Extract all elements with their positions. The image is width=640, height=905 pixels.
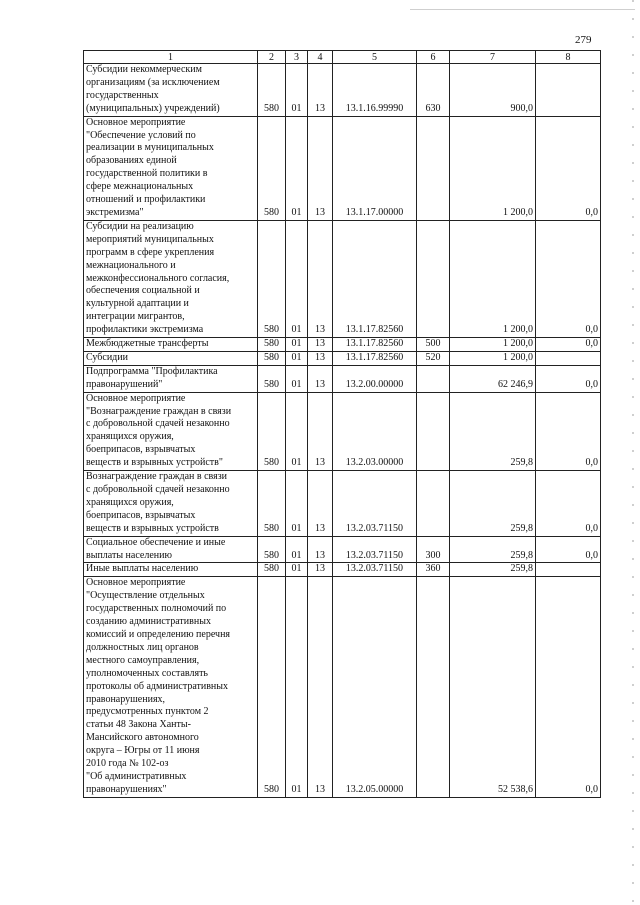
- table-row: [84, 392, 601, 470]
- row-expense-type-cell: [417, 116, 450, 220]
- row-code-cell: 580: [258, 116, 286, 220]
- row-code-cell: 580: [258, 351, 286, 365]
- row-code-cell: 580: [258, 536, 286, 563]
- row-expense-type-cell: [417, 471, 450, 537]
- row-expense-type-cell: 360: [417, 563, 450, 577]
- row-subsection-cell: 13: [308, 536, 333, 563]
- row-amount-cell: 1 200,0: [450, 220, 536, 337]
- row-amount-cell: 259,8: [450, 471, 536, 537]
- row-target-article-cell: 13.1.17.82560: [333, 338, 417, 352]
- table-row: [84, 64, 601, 117]
- row-section-cell: 01: [286, 220, 308, 337]
- row-subsection-cell: 13: [308, 471, 333, 537]
- page-number: 279: [575, 34, 592, 46]
- header-cell: 8: [536, 51, 601, 64]
- row-section-cell: 01: [286, 563, 308, 577]
- row-section-cell: 01: [286, 365, 308, 392]
- row-name-cell: Субсидии некоммерческим организациям (за исключением государственных (муниципальных) учреждений): [84, 64, 258, 117]
- row-amount-2-cell: 0,0: [536, 220, 601, 337]
- row-code-cell: 580: [258, 64, 286, 117]
- row-section-cell: 01: [286, 471, 308, 537]
- row-amount-cell: 1 200,0: [450, 116, 536, 220]
- row-target-article-cell: 13.2.03.71150: [333, 563, 417, 577]
- row-code-cell: 580: [258, 577, 286, 797]
- row-amount-2-cell: [536, 563, 601, 577]
- row-expense-type-cell: [417, 392, 450, 470]
- header-cell: 4: [308, 51, 333, 64]
- header-cell: 1: [84, 51, 258, 64]
- budget-table: [83, 50, 601, 798]
- row-expense-type-cell: 520: [417, 351, 450, 365]
- row-amount-2-cell: 0,0: [536, 536, 601, 563]
- row-amount-2-cell: 0,0: [536, 471, 601, 537]
- table-row: [84, 365, 601, 392]
- header-cell: 6: [417, 51, 450, 64]
- row-name-cell: Основное мероприятие "Обеспечение условий по реализации в муниципальных образованиях единой государственной политики в сфере межнациональных отношений и профилактики экстремизма": [84, 116, 258, 220]
- row-subsection-cell: 13: [308, 392, 333, 470]
- row-target-article-cell: 13.2.03.71150: [333, 471, 417, 537]
- row-target-article-cell: 13.1.17.82560: [333, 351, 417, 365]
- header-cell: 5: [333, 51, 417, 64]
- table-row: [84, 116, 601, 220]
- table-row: [84, 338, 601, 352]
- scan-top-line: [410, 9, 635, 10]
- row-amount-cell: 259,8: [450, 392, 536, 470]
- row-amount-cell: 52 538,6: [450, 577, 536, 797]
- header-cell: 3: [286, 51, 308, 64]
- row-subsection-cell: 13: [308, 338, 333, 352]
- row-expense-type-cell: [417, 365, 450, 392]
- row-expense-type-cell: 500: [417, 338, 450, 352]
- row-code-cell: 580: [258, 365, 286, 392]
- row-amount-2-cell: [536, 64, 601, 117]
- row-expense-type-cell: 300: [417, 536, 450, 563]
- row-subsection-cell: 13: [308, 64, 333, 117]
- row-target-article-cell: 13.2.05.00000: [333, 577, 417, 797]
- row-section-cell: 01: [286, 64, 308, 117]
- row-subsection-cell: 13: [308, 365, 333, 392]
- row-section-cell: 01: [286, 116, 308, 220]
- row-target-article-cell: 13.1.17.00000: [333, 116, 417, 220]
- table-row: [84, 471, 601, 537]
- row-name-cell: Субсидии на реализацию мероприятий муниципальных программ в сфере укрепления межнационального и межконфессионального согласия, обеспечения социальной и культурной адаптации и интеграции мигрантов, профилактики экстремизма: [84, 220, 258, 337]
- row-name-cell: Вознаграждение граждан в связи с добровольной сдачей незаконно хранящихся оружия, боеприпасов, взрывчатых веществ и взрывных устройств: [84, 471, 258, 537]
- row-section-cell: 01: [286, 536, 308, 563]
- row-amount-cell: 900,0: [450, 64, 536, 117]
- row-amount-cell: 259,8: [450, 563, 536, 577]
- table-header-row: [84, 51, 601, 64]
- row-code-cell: 580: [258, 471, 286, 537]
- row-subsection-cell: 13: [308, 220, 333, 337]
- row-amount-2-cell: 0,0: [536, 392, 601, 470]
- row-expense-type-cell: 630: [417, 64, 450, 117]
- row-expense-type-cell: [417, 220, 450, 337]
- row-name-cell: Основное мероприятие "Осуществление отдельных государственных полномочий по созданию административных комиссий и определению перечня должностных лиц органов местного самоуправления, уполномоченных составлять протоколы об административных правонарушениях, предусмотренных пунктом 2 статьи 48 Закона Ханты- Мансийского автономного округа – Югры от 11 июня 2010 года № 102-оз "Об административных правонарушениях": [84, 577, 258, 797]
- row-section-cell: 01: [286, 351, 308, 365]
- row-section-cell: 01: [286, 392, 308, 470]
- row-name-cell: Субсидии: [84, 351, 258, 365]
- row-amount-cell: 62 246,9: [450, 365, 536, 392]
- row-name-cell: Основное мероприятие "Вознаграждение граждан в связи с добровольной сдачей незаконно хранящихся оружия, боеприпасов, взрывчатых веществ и взрывных устройств": [84, 392, 258, 470]
- row-section-cell: 01: [286, 577, 308, 797]
- row-amount-cell: 1 200,0: [450, 338, 536, 352]
- row-amount-cell: 1 200,0: [450, 351, 536, 365]
- row-amount-2-cell: [536, 351, 601, 365]
- row-name-cell: Социальное обеспечение и иные выплаты населению: [84, 536, 258, 563]
- scan-edge-marks: [632, 0, 634, 905]
- row-section-cell: 01: [286, 338, 308, 352]
- row-code-cell: 580: [258, 392, 286, 470]
- row-name-cell: Межбюджетные трансферты: [84, 338, 258, 352]
- row-amount-2-cell: 0,0: [536, 365, 601, 392]
- row-amount-2-cell: 0,0: [536, 338, 601, 352]
- row-target-article-cell: 13.1.17.82560: [333, 220, 417, 337]
- row-amount-2-cell: 0,0: [536, 116, 601, 220]
- row-code-cell: 580: [258, 220, 286, 337]
- row-target-article-cell: 13.2.03.71150: [333, 536, 417, 563]
- row-subsection-cell: 13: [308, 116, 333, 220]
- table-row: [84, 536, 601, 563]
- row-target-article-cell: 13.2.00.00000: [333, 365, 417, 392]
- table-row: [84, 351, 601, 365]
- row-subsection-cell: 13: [308, 563, 333, 577]
- row-code-cell: 580: [258, 338, 286, 352]
- row-expense-type-cell: [417, 577, 450, 797]
- header-cell: 7: [450, 51, 536, 64]
- row-target-article-cell: 13.2.03.00000: [333, 392, 417, 470]
- row-amount-2-cell: 0,0: [536, 577, 601, 797]
- table-row: [84, 577, 601, 797]
- row-name-cell: Подпрограмма "Профилактика правонарушений": [84, 365, 258, 392]
- header-cell: 2: [258, 51, 286, 64]
- row-target-article-cell: 13.1.16.99990: [333, 64, 417, 117]
- row-amount-cell: 259,8: [450, 536, 536, 563]
- table-row: [84, 563, 601, 577]
- row-name-cell: Иные выплаты населению: [84, 563, 258, 577]
- row-code-cell: 580: [258, 563, 286, 577]
- table-row: [84, 220, 601, 337]
- table-body: [84, 64, 601, 798]
- row-subsection-cell: 13: [308, 577, 333, 797]
- row-subsection-cell: 13: [308, 351, 333, 365]
